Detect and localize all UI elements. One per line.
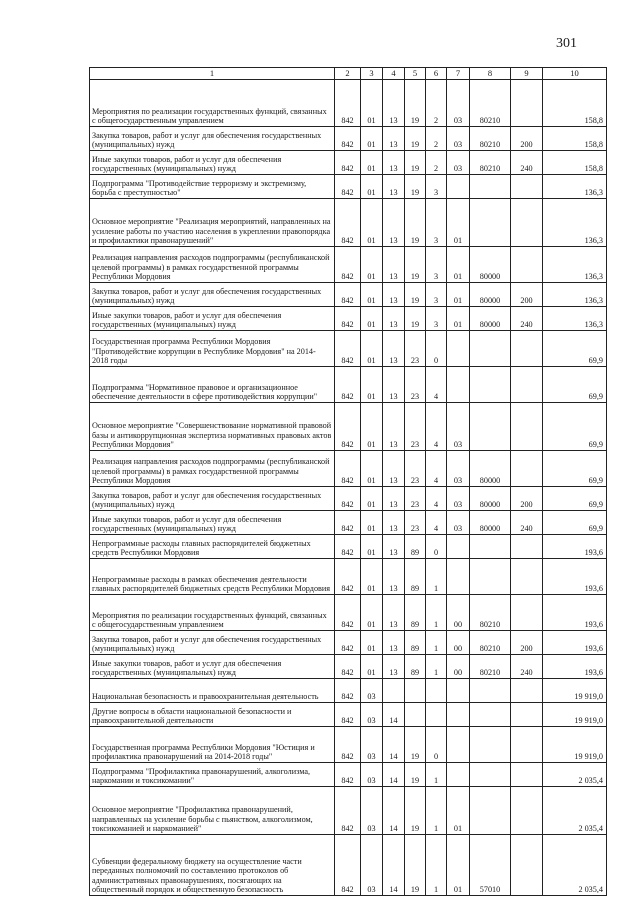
row-value-cell — [511, 80, 543, 127]
row-value-cell: 13 — [383, 631, 405, 655]
row-value-cell: 03 — [447, 151, 470, 175]
row-value-cell: 80210 — [470, 80, 511, 127]
column-header: 1 — [90, 68, 335, 80]
row-value-cell — [470, 787, 511, 835]
row-value-cell: 842 — [335, 559, 361, 595]
row-value-cell: 80000 — [470, 487, 511, 511]
table-row — [90, 655, 607, 679]
row-value-cell: 80210 — [470, 127, 511, 151]
row-value-cell — [511, 451, 543, 487]
row-name-cell: Иные закупки товаров, работ и услуг для обеспечения государственных (муниципальных) нужд — [90, 511, 335, 535]
row-value-cell: 842 — [335, 703, 361, 727]
table-row — [90, 835, 607, 896]
row-value-cell: 13 — [383, 487, 405, 511]
row-value-cell: 3 — [426, 175, 447, 199]
row-value-cell: 14 — [383, 703, 405, 727]
row-value-cell: 80210 — [470, 151, 511, 175]
table-row — [90, 727, 607, 763]
row-value-cell: 240 — [511, 307, 543, 331]
row-value-cell: 23 — [405, 403, 426, 451]
table-row — [90, 127, 607, 151]
row-value-cell: 3 — [426, 199, 447, 247]
row-value-cell — [383, 679, 405, 703]
row-value-cell: 842 — [335, 307, 361, 331]
row-value-cell: 19 — [405, 175, 426, 199]
row-value-cell: 01 — [447, 247, 470, 283]
row-value-cell — [447, 703, 470, 727]
row-value-cell — [470, 727, 511, 763]
row-value-cell: 19 — [405, 763, 426, 787]
row-value-cell: 13 — [383, 403, 405, 451]
row-value-cell: 2 035,4 — [543, 835, 607, 896]
row-value-cell: 03 — [447, 80, 470, 127]
row-value-cell: 69,9 — [543, 403, 607, 451]
row-value-cell: 13 — [383, 127, 405, 151]
row-name-cell: Подпрограмма "Профилактика правонарушений, алкоголизма, наркомании и токсикомании" — [90, 763, 335, 787]
row-value-cell: 19 — [405, 283, 426, 307]
row-value-cell: 13 — [383, 175, 405, 199]
row-value-cell: 136,3 — [543, 283, 607, 307]
row-name-cell: Подпрограмма "Нормативное правовое и организационное обеспечение деятельности в сфере противодействия коррупции" — [90, 367, 335, 403]
row-value-cell: 842 — [335, 727, 361, 763]
row-value-cell: 13 — [383, 655, 405, 679]
row-value-cell — [470, 403, 511, 451]
row-value-cell: 03 — [361, 787, 383, 835]
row-name-cell: Реализация направления расходов подпрограммы (республиканской целевой программы) в рамках государственной программы Республики Мордовия — [90, 247, 335, 283]
row-value-cell: 03 — [447, 127, 470, 151]
row-value-cell: 01 — [447, 787, 470, 835]
row-value-cell: 89 — [405, 559, 426, 595]
row-value-cell: 136,3 — [543, 307, 607, 331]
row-value-cell — [511, 703, 543, 727]
row-value-cell — [511, 559, 543, 595]
row-value-cell: 136,3 — [543, 247, 607, 283]
table-row — [90, 283, 607, 307]
row-value-cell: 13 — [383, 535, 405, 559]
row-name-cell: Реализация направления расходов подпрограммы (республиканской целевой программы) в рамках государственной программы Республики Мордовия — [90, 451, 335, 487]
column-header: 3 — [361, 68, 383, 80]
table-row — [90, 367, 607, 403]
row-value-cell: 240 — [511, 151, 543, 175]
row-value-cell: 57010 — [470, 835, 511, 896]
row-value-cell: 19 — [405, 835, 426, 896]
row-name-cell: Закупка товаров, работ и услуг для обеспечения государственных (муниципальных) нужд — [90, 127, 335, 151]
row-value-cell: 19 — [405, 151, 426, 175]
row-value-cell — [426, 703, 447, 727]
row-value-cell: 13 — [383, 199, 405, 247]
row-name-cell: Закупка товаров, работ и услуг для обеспечения государственных (муниципальных) нужд — [90, 631, 335, 655]
column-header: 6 — [426, 68, 447, 80]
row-value-cell: 1 — [426, 787, 447, 835]
row-value-cell — [511, 595, 543, 631]
row-value-cell: 193,6 — [543, 631, 607, 655]
row-value-cell: 842 — [335, 763, 361, 787]
row-value-cell: 01 — [361, 559, 383, 595]
row-value-cell: 0 — [426, 535, 447, 559]
row-value-cell: 842 — [335, 199, 361, 247]
page-number: 301 — [556, 36, 577, 51]
row-value-cell: 240 — [511, 511, 543, 535]
row-value-cell: 23 — [405, 451, 426, 487]
row-value-cell: 23 — [405, 487, 426, 511]
row-value-cell — [447, 679, 470, 703]
table-row — [90, 199, 607, 247]
row-value-cell: 80000 — [470, 247, 511, 283]
row-value-cell: 4 — [426, 451, 447, 487]
row-value-cell: 89 — [405, 631, 426, 655]
row-value-cell: 842 — [335, 835, 361, 896]
row-name-cell: Иные закупки товаров, работ и услуг для обеспечения государственных (муниципальных) нужд — [90, 307, 335, 331]
row-value-cell — [447, 175, 470, 199]
row-value-cell: 13 — [383, 559, 405, 595]
table-row — [90, 151, 607, 175]
row-value-cell: 19 919,0 — [543, 727, 607, 763]
row-value-cell: 89 — [405, 655, 426, 679]
row-value-cell: 01 — [361, 451, 383, 487]
row-name-cell: Непрограммные расходы в рамках обеспечения деятельности главных распорядителей бюджетных средств Республики Мордовия — [90, 559, 335, 595]
table-row — [90, 631, 607, 655]
row-value-cell: 842 — [335, 247, 361, 283]
row-value-cell: 2 035,4 — [543, 763, 607, 787]
table-row — [90, 175, 607, 199]
row-value-cell: 01 — [361, 80, 383, 127]
row-name-cell: Субвенции федеральному бюджету на осуществление части переданных полномочий по составлению протоколов об административных правонарушениях, посягающих на общественный порядок и общественную безопасность — [90, 835, 335, 896]
row-value-cell: 13 — [383, 367, 405, 403]
row-value-cell: 13 — [383, 151, 405, 175]
row-value-cell: 842 — [335, 283, 361, 307]
table-row — [90, 511, 607, 535]
row-value-cell: 01 — [361, 331, 383, 367]
row-value-cell — [511, 175, 543, 199]
row-value-cell — [511, 199, 543, 247]
row-value-cell: 158,8 — [543, 151, 607, 175]
row-name-cell: Государственная программа Республики Мордовия "Юстиция и профилактика правонарушений на 2014-2018 годы" — [90, 727, 335, 763]
row-value-cell: 2 — [426, 80, 447, 127]
row-value-cell: 193,6 — [543, 535, 607, 559]
table-row — [90, 595, 607, 631]
row-value-cell: 158,8 — [543, 127, 607, 151]
row-value-cell: 4 — [426, 487, 447, 511]
row-value-cell: 01 — [447, 283, 470, 307]
row-value-cell: 0 — [426, 331, 447, 367]
row-value-cell: 19 — [405, 127, 426, 151]
row-value-cell: 01 — [361, 307, 383, 331]
row-value-cell: 13 — [383, 307, 405, 331]
table-row — [90, 331, 607, 367]
row-value-cell: 4 — [426, 403, 447, 451]
row-value-cell: 842 — [335, 127, 361, 151]
row-value-cell: 842 — [335, 679, 361, 703]
row-value-cell: 19 — [405, 247, 426, 283]
row-value-cell: 1 — [426, 655, 447, 679]
row-value-cell: 80210 — [470, 655, 511, 679]
budget-table — [89, 67, 607, 896]
row-value-cell — [511, 331, 543, 367]
column-header: 10 — [543, 68, 607, 80]
row-value-cell — [470, 703, 511, 727]
row-value-cell — [405, 703, 426, 727]
row-value-cell: 01 — [447, 199, 470, 247]
row-value-cell: 136,3 — [543, 175, 607, 199]
table-row — [90, 679, 607, 703]
table-row — [90, 535, 607, 559]
row-name-cell: Национальная безопасность и правоохранительная деятельность — [90, 679, 335, 703]
row-value-cell: 2 — [426, 127, 447, 151]
row-value-cell: 19 — [405, 80, 426, 127]
row-name-cell: Мероприятия по реализации государственных функций, связанных с общегосударственным управлением — [90, 80, 335, 127]
row-value-cell: 00 — [447, 631, 470, 655]
row-value-cell — [511, 727, 543, 763]
row-value-cell: 03 — [361, 835, 383, 896]
row-name-cell: Государственная программа Республики Мордовия "Противодействие коррупции в Республике Мордовия" на 2014-2018 годы — [90, 331, 335, 367]
row-value-cell: 89 — [405, 535, 426, 559]
row-name-cell: Основное мероприятие "Профилактика правонарушений, направленных на усиление борьбы с пьянством, алкоголизмом, токсикоманией и наркоманией" — [90, 787, 335, 835]
row-value-cell — [447, 559, 470, 595]
row-value-cell: 842 — [335, 787, 361, 835]
row-value-cell — [470, 679, 511, 703]
row-value-cell: 193,6 — [543, 559, 607, 595]
row-value-cell: 89 — [405, 595, 426, 631]
row-value-cell: 842 — [335, 151, 361, 175]
row-value-cell: 80000 — [470, 511, 511, 535]
row-value-cell: 200 — [511, 487, 543, 511]
row-value-cell: 23 — [405, 511, 426, 535]
row-value-cell — [511, 403, 543, 451]
row-value-cell: 4 — [426, 367, 447, 403]
row-value-cell: 1 — [426, 835, 447, 896]
row-value-cell: 1 — [426, 595, 447, 631]
row-name-cell: Основное мероприятие "Совершенствование нормативной правовой базы и антикоррупционная экспертиза нормативных правовых актов Республики Мордовия" — [90, 403, 335, 451]
table-row — [90, 451, 607, 487]
row-value-cell: 69,9 — [543, 511, 607, 535]
table-row — [90, 247, 607, 283]
row-value-cell — [470, 559, 511, 595]
row-name-cell: Подпрограмма "Противодействие терроризму и экстремизму, борьба с преступностью" — [90, 175, 335, 199]
row-value-cell — [405, 679, 426, 703]
row-value-cell: 19 919,0 — [543, 679, 607, 703]
row-value-cell: 23 — [405, 367, 426, 403]
row-value-cell — [511, 367, 543, 403]
row-value-cell: 01 — [447, 307, 470, 331]
row-value-cell: 0 — [426, 727, 447, 763]
row-value-cell: 19 — [405, 727, 426, 763]
row-value-cell: 19 — [405, 787, 426, 835]
row-name-cell: Иные закупки товаров, работ и услуг для обеспечения государственных (муниципальных) нужд — [90, 151, 335, 175]
row-value-cell: 842 — [335, 631, 361, 655]
row-value-cell: 01 — [361, 631, 383, 655]
row-value-cell: 13 — [383, 331, 405, 367]
row-value-cell: 80000 — [470, 283, 511, 307]
row-value-cell — [511, 247, 543, 283]
row-name-cell: Мероприятия по реализации государственных функций, связанных с общегосударственным управлением — [90, 595, 335, 631]
row-value-cell: 69,9 — [543, 331, 607, 367]
header-row — [90, 68, 607, 80]
row-value-cell: 00 — [447, 655, 470, 679]
row-value-cell: 01 — [361, 511, 383, 535]
row-value-cell: 01 — [361, 283, 383, 307]
row-value-cell — [426, 679, 447, 703]
column-header: 2 — [335, 68, 361, 80]
table-row — [90, 80, 607, 127]
row-value-cell: 842 — [335, 367, 361, 403]
row-value-cell — [447, 727, 470, 763]
row-value-cell: 03 — [361, 703, 383, 727]
row-value-cell: 01 — [361, 535, 383, 559]
row-value-cell: 03 — [447, 487, 470, 511]
row-value-cell: 1 — [426, 559, 447, 595]
row-value-cell: 80000 — [470, 307, 511, 331]
row-value-cell — [447, 331, 470, 367]
row-value-cell: 13 — [383, 283, 405, 307]
table-row — [90, 307, 607, 331]
row-value-cell: 842 — [335, 511, 361, 535]
row-value-cell: 19 919,0 — [543, 703, 607, 727]
row-value-cell: 03 — [447, 511, 470, 535]
row-value-cell: 4 — [426, 511, 447, 535]
row-value-cell: 01 — [361, 403, 383, 451]
column-header: 5 — [405, 68, 426, 80]
row-value-cell: 01 — [361, 247, 383, 283]
row-value-cell: 136,3 — [543, 199, 607, 247]
row-value-cell: 01 — [447, 835, 470, 896]
row-name-cell: Основное мероприятие "Реализация мероприятий, направленных на усиление работы по участию населения в укреплении правопорядка и профилактики правонарушений" — [90, 199, 335, 247]
row-value-cell: 200 — [511, 631, 543, 655]
row-value-cell — [511, 763, 543, 787]
row-value-cell — [511, 679, 543, 703]
row-value-cell: 13 — [383, 595, 405, 631]
row-value-cell: 842 — [335, 535, 361, 559]
row-value-cell: 3 — [426, 247, 447, 283]
row-value-cell: 842 — [335, 80, 361, 127]
row-value-cell: 69,9 — [543, 367, 607, 403]
row-value-cell: 1 — [426, 631, 447, 655]
row-value-cell: 200 — [511, 283, 543, 307]
row-value-cell: 200 — [511, 127, 543, 151]
row-value-cell: 13 — [383, 511, 405, 535]
row-value-cell: 03 — [361, 679, 383, 703]
column-header: 8 — [470, 68, 511, 80]
row-name-cell: Иные закупки товаров, работ и услуг для обеспечения государственных (муниципальных) нужд — [90, 655, 335, 679]
row-value-cell: 13 — [383, 451, 405, 487]
row-value-cell: 2 035,4 — [543, 787, 607, 835]
row-value-cell: 842 — [335, 331, 361, 367]
column-header: 7 — [447, 68, 470, 80]
row-value-cell: 13 — [383, 80, 405, 127]
row-value-cell: 01 — [361, 367, 383, 403]
row-value-cell: 19 — [405, 199, 426, 247]
row-value-cell: 158,8 — [543, 80, 607, 127]
row-value-cell: 69,9 — [543, 451, 607, 487]
row-value-cell: 14 — [383, 763, 405, 787]
table-row — [90, 487, 607, 511]
row-value-cell: 3 — [426, 283, 447, 307]
row-value-cell: 01 — [361, 175, 383, 199]
table-row — [90, 403, 607, 451]
row-value-cell: 69,9 — [543, 487, 607, 511]
row-value-cell — [470, 367, 511, 403]
row-value-cell: 80210 — [470, 595, 511, 631]
row-value-cell — [470, 763, 511, 787]
row-value-cell: 14 — [383, 835, 405, 896]
column-header: 4 — [383, 68, 405, 80]
row-value-cell: 3 — [426, 307, 447, 331]
row-name-cell: Закупка товаров, работ и услуг для обеспечения государственных (муниципальных) нужд — [90, 283, 335, 307]
row-name-cell: Закупка товаров, работ и услуг для обеспечения государственных (муниципальных) нужд — [90, 487, 335, 511]
row-value-cell: 00 — [447, 595, 470, 631]
row-value-cell: 1 — [426, 763, 447, 787]
row-value-cell: 842 — [335, 175, 361, 199]
row-value-cell: 240 — [511, 655, 543, 679]
row-value-cell: 01 — [361, 655, 383, 679]
row-value-cell: 193,6 — [543, 595, 607, 631]
row-value-cell: 01 — [361, 595, 383, 631]
row-value-cell: 13 — [383, 247, 405, 283]
row-value-cell — [447, 763, 470, 787]
row-value-cell: 03 — [361, 727, 383, 763]
row-value-cell: 01 — [361, 127, 383, 151]
row-value-cell: 193,6 — [543, 655, 607, 679]
column-header: 9 — [511, 68, 543, 80]
table-row — [90, 559, 607, 595]
row-value-cell: 01 — [361, 151, 383, 175]
table-body — [90, 68, 607, 896]
row-value-cell: 80000 — [470, 451, 511, 487]
row-value-cell — [470, 535, 511, 559]
row-value-cell: 23 — [405, 331, 426, 367]
table-row — [90, 787, 607, 835]
row-value-cell: 842 — [335, 595, 361, 631]
row-value-cell: 19 — [405, 307, 426, 331]
row-value-cell — [470, 175, 511, 199]
row-value-cell: 03 — [447, 451, 470, 487]
row-name-cell: Непрограммные расходы главных распорядителей бюджетных средств Республики Мордовия — [90, 535, 335, 559]
row-value-cell: 01 — [361, 199, 383, 247]
table-row — [90, 703, 607, 727]
table-row — [90, 763, 607, 787]
row-name-cell: Другие вопросы в области национальной безопасности и правоохранительной деятельности — [90, 703, 335, 727]
row-value-cell: 80210 — [470, 631, 511, 655]
row-value-cell — [511, 835, 543, 896]
row-value-cell — [511, 535, 543, 559]
row-value-cell — [511, 787, 543, 835]
row-value-cell: 14 — [383, 727, 405, 763]
row-value-cell: 842 — [335, 487, 361, 511]
row-value-cell: 842 — [335, 403, 361, 451]
row-value-cell: 14 — [383, 787, 405, 835]
row-value-cell — [447, 367, 470, 403]
row-value-cell: 03 — [447, 403, 470, 451]
row-value-cell: 842 — [335, 655, 361, 679]
row-value-cell: 2 — [426, 151, 447, 175]
row-value-cell: 03 — [361, 763, 383, 787]
row-value-cell — [470, 199, 511, 247]
row-value-cell — [447, 535, 470, 559]
row-value-cell: 01 — [361, 487, 383, 511]
row-value-cell: 842 — [335, 451, 361, 487]
row-value-cell — [470, 331, 511, 367]
